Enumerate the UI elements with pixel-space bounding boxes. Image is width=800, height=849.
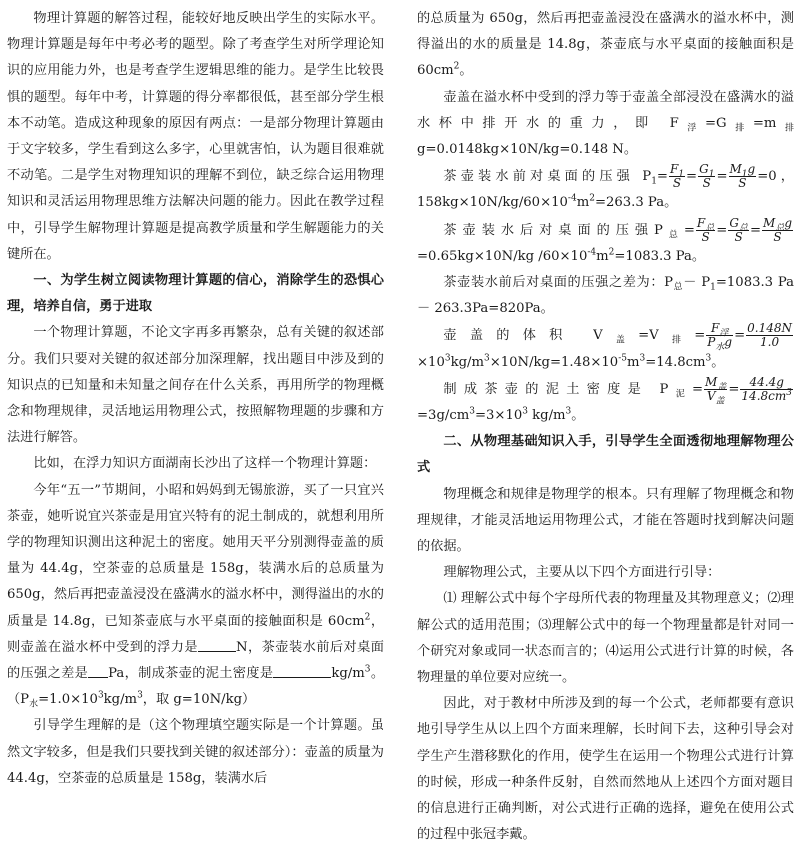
section-heading-1: 一、为学生树立阅读物理计算题的信心，消除学生的恐惧心理，培养自信，勇于进取 [7,273,384,315]
density-formula: 制成茶壶的泥土密度是 $P_泥=$ $\frac{M_盖}{V_盖}$ = $\frac{44.4g}{14.8cm^3}$ $=3g/cm^3=3\times 10^3$ $kg/m^3$。 [417,374,792,424]
section-heading-2: 二、从物理基础知识入手，引导学生全面透彻地理解物理公式 [417,434,794,476]
intro-paragraph: 物理计算题的解答过程，能较好地反映出学生的实际水平。物理计算题是每年中考必考的题型。除了考查学生对所学理论知识的应用能力外，也是考查学生逻辑思维的能力。是学生比较畏惧的题型。每年中考，计算题的得分率都很低，甚至部分学生根本不动笔。造成这种现象的原因有两点：一是部分物理计算题由于文字较多，学生看到这么多字，心里就害怕，认为题目很难就不动笔。二是学生对物理知识的理解不到位，缺乏综合运用物理知识和灵活运用物理思维方法解决问题的能力。因此在教学过程中，引导学生解物理计算题是提高教学质量和学生解题能力的关键所在。 [7,11,384,262]
answer-blank-pressure [88,663,108,678]
paragraph-four-aspects: 理解物理公式，主要从以下四个方面进行引导： [443,565,721,581]
volume-formula: 壶盖的体积 $V_盖=V_排=$ $\frac{F_浮}{P_水g}$ = $\frac{0.148N}{1.0}$ $\times 10^3kg/m^3\times 10N/kg=1.48\times 10^{-5}m^3=14.8cm^3$。 [417,321,792,370]
guidance-paragraph: 引导学生理解的是（这个物理填空题实际是一个计算题。虽然文字较多，但是我们只要找到关键的叙述部分）：壶盖的质量为 44.4g，空茶壶的总质量是 158g，装满水后 [7,718,384,786]
paragraph-conclusion: 因此，对于教材中所涉及到的每一个公式，老师都要有意识地引导学生从以上四个方面来理解，长时间下去，这种引导会对学生产生潜移默化的作用，使学生在运用一个物理公式进行计算的时候，形成一种条件反射，自然而然地从上述四个方面对题目的信息进行正确判断，对公式进行正确的选择，避免在使用公式的过程中张冠李戴。 [417,696,794,843]
answer-blank-density [273,663,331,678]
continued-paragraph: 的总质量为 650g，然后再把壶盖浸没在盛满水的溢水杯中，测得溢出的水的质量是 14.8g，茶壶底与水平桌面的接触面积是 $60cm^2$。 [417,11,794,79]
paragraph-key-narrative: 一个物理计算题，不论文字再多再繁杂，总有关键的叙述部分。我们只要对关键的叙述部分加深理解，找出题目中涉及到的知识点的已知量和未知量之间存在什么关系，再用所学的物理概念和物理规律，灵活地运用物理公式，按照解物理题的步骤和方法进行解答。 [7,325,384,446]
pressure-after-formula: 茶壶装水后对桌面的压强$P_总=$ $\frac{F_总}{S}$ = $\frac{G_总}{S}$ = $\frac{M_总g}{S}$ =0.65kg×10N/kg $/60\times 10^{-4}m^2=1083.3$ Pa。 [417,215,792,264]
right-column [417,6,794,849]
paragraph-example-intro: 比如，在浮力知识方面湖南长沙出了这样一个物理计算题： [33,456,377,472]
buoyancy-formula: 壶盖在溢水杯中受到的浮力等于壶盖全部浸没在盛满水的溢水杯中排开水的重力，即 $F_浮=G_排=m_排g=0.0148kg\times 10N/kg=0.148$ N。 [417,89,794,158]
answer-blank-buoyancy [198,637,236,652]
paragraph-concepts: 物理概念和规律是物理学的根本。只有理解了物理概念和物理规律，才能灵活地运用物理公式，才能在答题时找到解决问题的依据。 [417,486,794,555]
pressure-before-formula: 茶壶装水前对桌面的压强 $P_1=$ $\frac{F_1}{S}$ = $\frac{G_1}{S}$ = $\frac{M_1g}{S}$ =0，$158kg\times 10N/kg/60\times 10^{-4}m^2=263.3$ Pa。 [417,162,794,211]
paragraph-aspect-list: ⑴ 理解公式中每个字母所代表的物理量及其物理意义；⑵理解公式的适用范围；⑶理解公式中的每一个物理量都是针对同一个研究对象或同一状态而言的；⑷运用公式进行计算的时候，各物理量的单位要对应统一。 [417,591,794,686]
pressure-difference: 茶壶装水前后对桌面的压强之差为：$P_总- P_1=1083.3$ Pa － 263.3Pa=820Pa。 [417,275,794,317]
problem-paragraph: 今年“五一”节期间，小昭和妈妈到无锡旅游，买了一只宜兴茶壶，她听说宜兴茶壶是用宜兴特有的泥土制成的，就想利用所学的物理知识测出这种泥土的密度。她用天平分别测得壶盖的质量为 44.4g，空茶壶的总质量是 158g，装满水后的总质量为 650g，然后再把壶盖浸没在盛满水的溢水杯中，测得溢出的水的质量是 14.8g，已知茶壶底与水平桌面的接触面积是 $60cm^2$，则壶盖在溢水杯中受到的浮力是 N，茶壶装水前后对桌面的压强之差是 Pa，制成茶壶的泥土密度是 $kg/m^3$。（$P_水=1.0\times 10^3kg/m^3$，取 g=10N/kg） [7,482,385,710]
left-column [7,6,384,792]
